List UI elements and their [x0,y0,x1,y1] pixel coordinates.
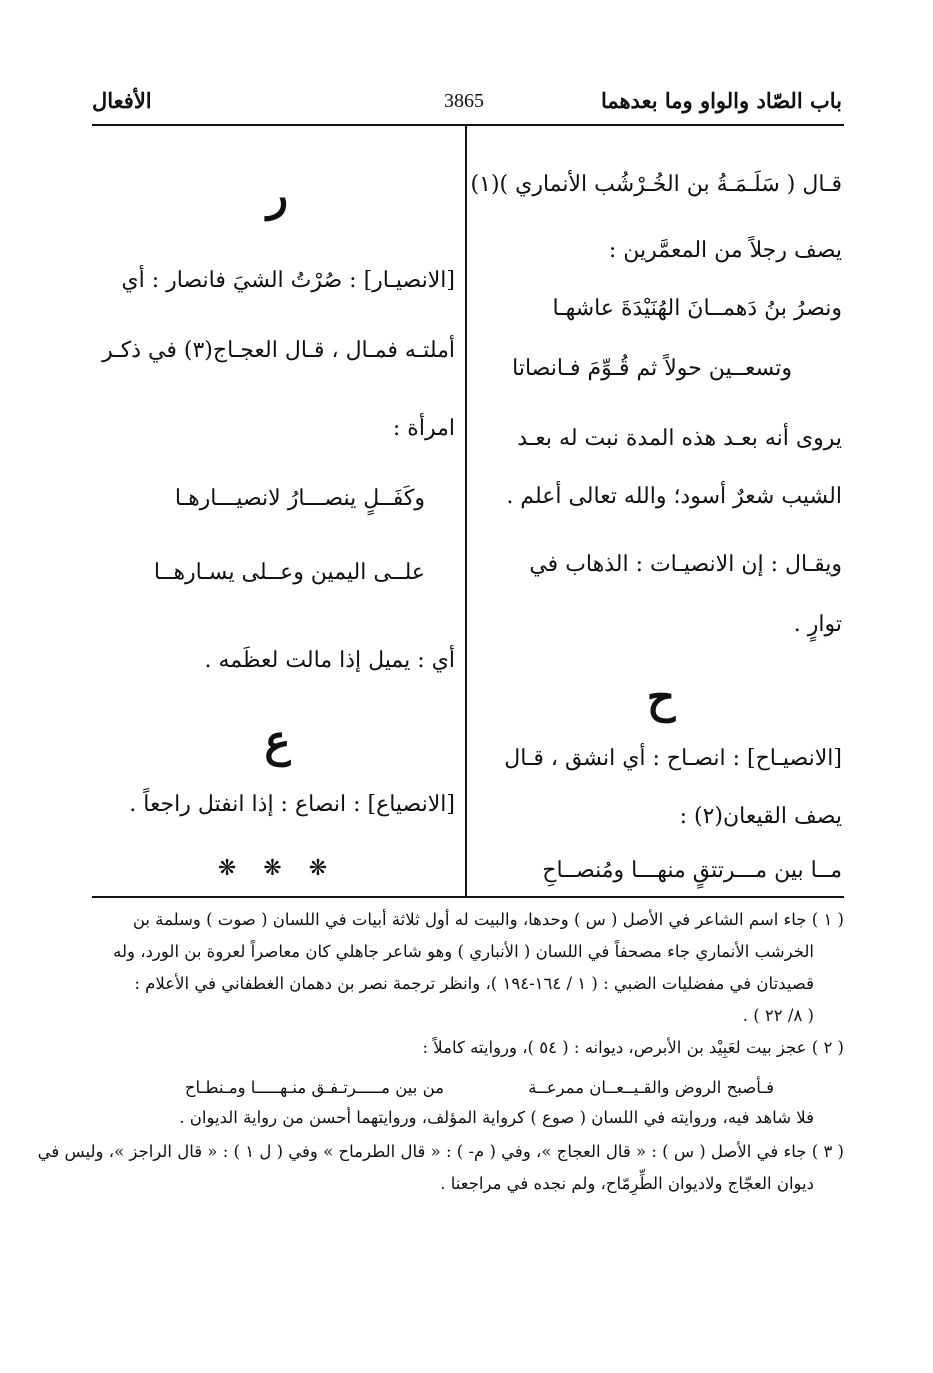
footnote-line: ( ١ ) جاء اسم الشاعر في الأصل ( س ) وحدها، والبيت له أول ثلاثة أبيات في اللسان ( صوت ) وسلمة بن [132,910,844,929]
text-line: أي : يميل إذا مالت لعظَمه . [204,648,455,673]
footnote-line: قصيدتان في مفضليات الضبي : ( ١ / ١٦٤-١٩٤ )، وانظر ترجمة نصر بن دهمان الغطفاني في الأعلام : [134,974,814,993]
footnote-verse-half: من بين مـــــرتـفـق منـهـــــا ومـنطـاح [184,1078,444,1097]
footnote-line: ( ٣ ) جاء في الأصل ( س ) : « قال العجاج »، وفي ( م- ) : « قال الطرماح » وفي ( ل ١ ) : « قال الراجز »، وليس في [37,1142,844,1161]
entry-line: [الانصياع] : انصاع : إذا انفتل راجعاً . [129,792,455,817]
section-letter: ح [646,672,676,723]
verse-line: وتسعــين حولاً ثم قُـوِّمَ فـانصاتا [512,356,792,381]
text-line: توارٍ . [793,612,842,637]
page-header [92,88,842,124]
footnote-line: فلا شاهد فيه، وروايته في اللسان ( صوع ) كرواية المؤلف، وروايتهما أحسن من رواية الديوان . [179,1108,814,1127]
page-number: 3865 [444,90,484,112]
footnote-line: ( ٨/ ٢٢ ) . [742,1006,814,1025]
entry-line: [الانصيـار] : صُرْتُ الشيَ فانصار : أي [121,268,455,293]
footnote-rule [92,896,844,898]
entry-line: [الانصيـاح] : انصـاح : أي انشق ، قـال [504,746,842,771]
footnote-line: ( ٢ ) عجز بيت لعَبِيْد بن الأبرص، ديوانه : ( ٥٤ )، وروايته كاملاً : [422,1038,844,1057]
section-title: الأفعال [92,88,152,113]
verse-line: علــى اليمين وعــلى يسـارهــا [153,560,425,585]
text-line: يروى أنه بعـد هذه المدة نبت له بعـد [517,426,842,451]
text-line: ويقـال : إن الانصيـات : الذهاب في [529,552,842,577]
text-line: امرأة : [392,416,455,441]
text-line: قـال ( سَلَـمَـةُ بن الخُـرْشُب الأنماري )(١) [470,172,842,197]
footnote-verse-half: فـأصبح الروض والقـيــعــان ممرعــة [528,1078,774,1097]
footnote-line: الخرشب الأنماري جاء مصحفاً في اللسان ( الأنباري ) وهو شاعر جاهلي كان معاصراً لعروة بن الورد، وله [113,942,814,961]
verse-line: مــا بين مـــرتتقٍ منهـــا ومُنصــاحِ [542,858,842,883]
column-separator [465,126,467,896]
text-line: يصف رجلاً من المعمَّرين : [608,238,842,263]
section-letter: ر [266,170,289,221]
end-ornament: ❋ ❋ ❋ [217,856,338,881]
entry-line: يصف القيعان(٢) : [679,804,842,829]
left-column [100,126,455,896]
verse-line: ونصرُ بنُ دَهمــانَ الهُنَيْدَةَ عاشهـا [552,296,842,321]
chapter-title: باب الصّاد والواو وما بعدهما [600,88,842,113]
text-line: الشيب شعرٌ أسود؛ والله تعالى أعلم . [506,484,842,509]
footnote-line: ديوان العجّاج ولاديوان الطِّرِمّاح، ولم نجده في مراجعنا . [440,1174,814,1193]
section-letter: ع [264,716,291,767]
verse-line: وكَفَــلٍ ينصـــارُ لانصيـــارهـا [174,486,425,511]
text-line: أملتـه فمـال ، قـال العجـاج(٣) في ذكـر [102,338,455,363]
footnotes [37,910,844,1210]
right-column [470,126,842,896]
